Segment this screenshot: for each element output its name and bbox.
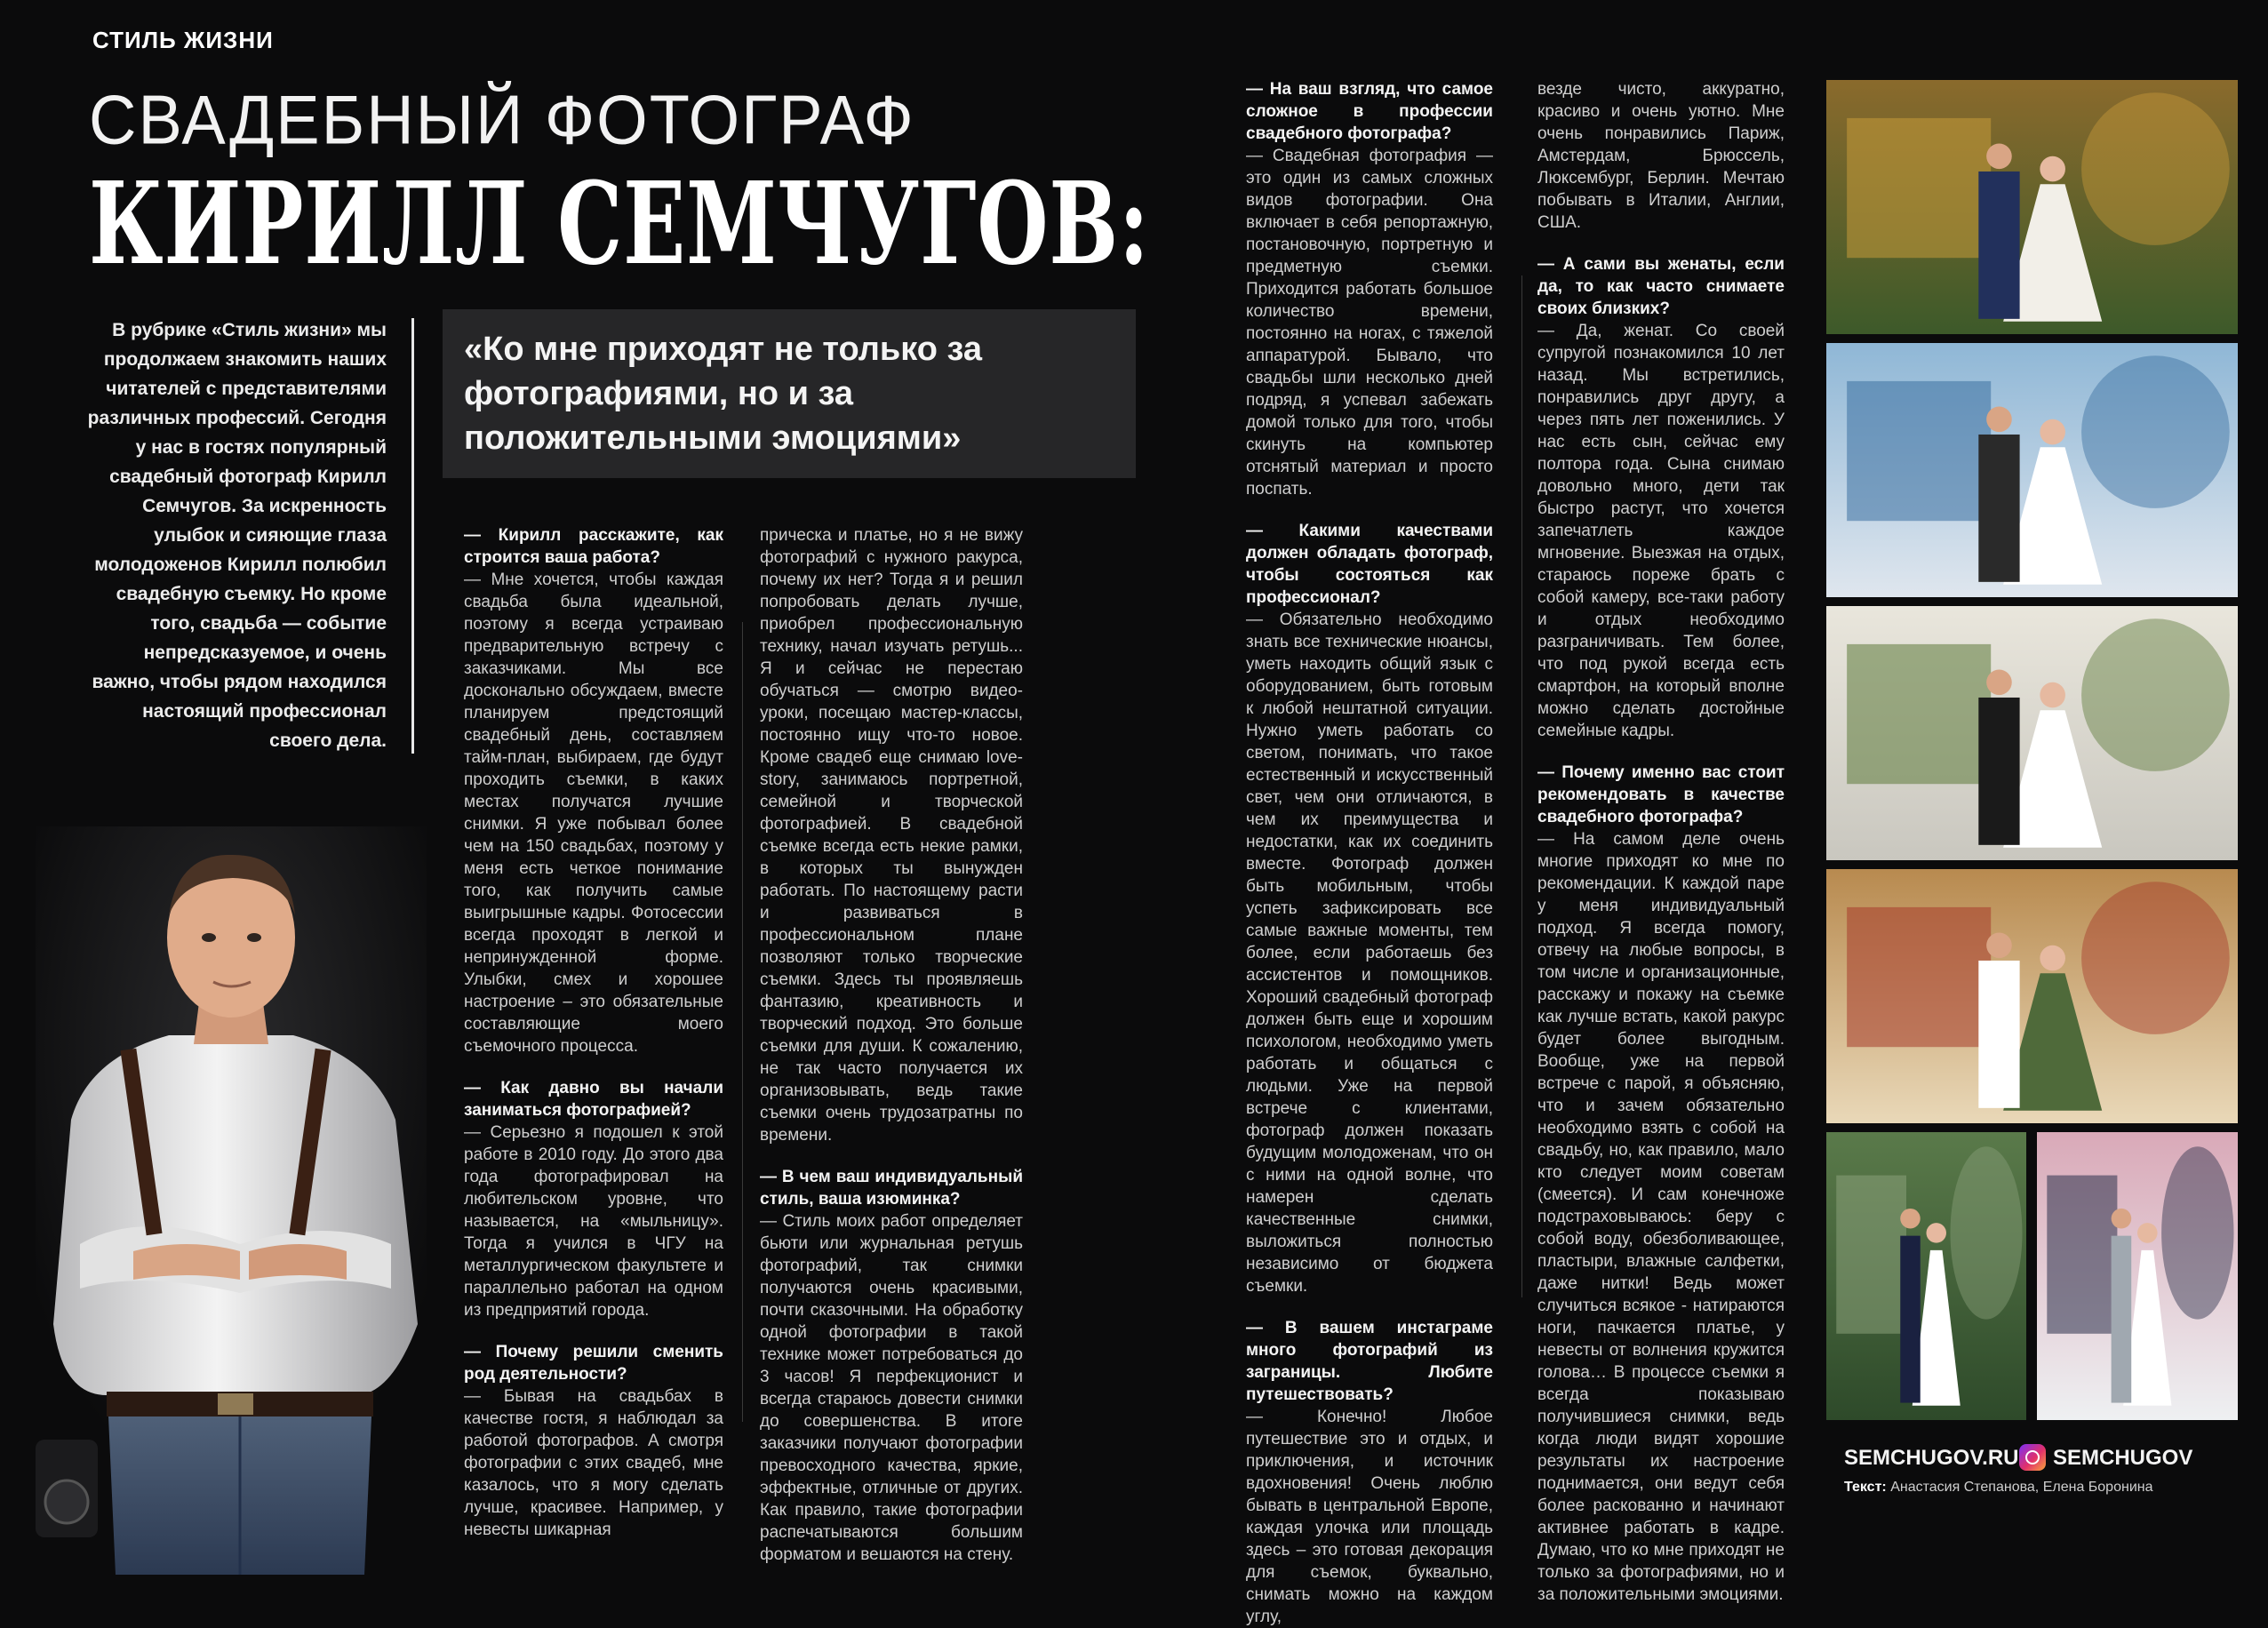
couple-woods-photo	[1826, 1132, 2026, 1420]
credits-label: Текст:	[1844, 1480, 1887, 1495]
paragraph-gap	[1246, 500, 1493, 520]
couple-forest-photo	[1826, 80, 2238, 334]
couple-porch-stairs-photo	[1826, 869, 2238, 1123]
article-column-4	[1537, 78, 1785, 1606]
paragraph-gap	[1537, 742, 1785, 762]
instagram-icon	[2019, 1444, 2046, 1471]
interview-answer: — Конечно! Любое путешествие это и отдых, и приключения, и источник вдохновения! Очень люблю бывать в центральной Европе, каждая улочка или площадь здесь – это готовая декорация для съемок, буквально, снимать можно на каждом углу,	[1246, 1408, 1493, 1626]
interview-question: — На ваш взгляд, что самое сложное в профессии свадебного фотографа?	[1246, 80, 1493, 143]
article-column-2	[760, 524, 1023, 1566]
interview-question: — Кирилл расскажите, как строится ваша работа?	[464, 526, 723, 567]
column-divider-1	[742, 622, 743, 1422]
interview-answer: — Обязательно необходимо знать все технические нюансы, уметь находить общий язык с оборудованием, быть готовым к любой нештатной ситуации. Нужно уметь работать со светом, понимать, что такое естественный и искусственный свет, чем они отличаются, в чем их преимущества и недостатки, как их соединить вместе. Фотограф должен быть мобильным, чтобы успеть зафиксировать все самые важные моменты, тем более, если работаешь без ассистентов и помощников. Хороший свадебный фотограф должен быть еще и хорошим психологом, необходимо уметь работать и общаться с людьми. Уже на первой встрече с клиентами, фотограф должен показать будущим молодоженам, что он с ними на одной волне, что намерен сделать качественные снимки, выложиться полностью независимо от бюджета съемки.	[1246, 610, 1493, 1296]
interview-answer: прическа и платье, но я не вижу фотографий с нужного ракурса, почему их нет? Тогда я и решил попробовать делать лучше, приобрел профессиональную технику, начал изучать ретушь... Я и сейчас не перестаю обучаться — смотрю видео-уроки, посещаю мастер-классы, постоянно ищу что-то новое. Кроме свадеб еще снимаю love-story, занимаюсь портретной, семейной и творческой фотографией. В свадебной съемке всегда есть некие рамки, в которых ты вынужден работать. По настоящему расти и развиваться в профессиональном плане позволяют только творческие съемки. Здесь ты проявляешь фантазию, креативность и творческий подход. Это больше съемки для души. К сожалению, не так часто получается их организовывать, ведь такие съемки очень трудозатратны по времени.	[760, 526, 1023, 1145]
gallery-photo-6	[2037, 1132, 2238, 1420]
column-divider-2	[1521, 275, 1522, 1297]
photographer-portrait	[36, 826, 427, 1575]
interview-question: — В вашем инстаграме много фотографий из заграницы. Любите путешествовать?	[1246, 1319, 1493, 1404]
paragraph-gap	[760, 1146, 1023, 1166]
interview-question: — Почему именно вас стоит рекомендовать в качестве свадебного фотографа?	[1537, 763, 1785, 826]
gallery-photo-1	[1826, 80, 2238, 334]
interview-answer: — Стиль моих работ определяет бьюти или журнальная ретушь фотографий, так снимки получаются очень красивыми, почти сказочными. На обработку одной фотографии в такой технике может потребоваться до 3 часов! Я перфекционист и всегда стараюсь довести снимки до совершенства. В итоге заказчики получают фотографии превосходного качества, яркие, эффектные, отличные от других. Как правило, такие фотографии распечатываются большим форматом и вешаются на стену.	[760, 1212, 1023, 1564]
couple-winter-estate-photo	[1826, 343, 2238, 597]
interview-answer: — На самом деле очень многие приходят ко мне по рекомендации. К каждой паре у меня индивидуальный подход. Я всегда помогу, отвечу на любые вопросы, в том числе и организационные, расскажу и покажу на съемке как лучше встать, какой ракурс будет более выгодным. Вообще, уже на первой встрече с парой, я объясняю, что и зачем обязательно необходимо взять с собой на свадьбу, но, как правило, мало кто следует моим советам (смеется). И сам конечноже подстраховываюсь: беру с собой воду, обезболивающее, пластыри, влажные салфетки, даже нитки! Ведь может случиться всякое - натираются ноги, пачкается платье, у невесты от волнения кружится голова… В процессе съемки я всегда показываю получившиеся снимки, ведь когда люди видят хорошие результаты их настроение поднимается, они ведут себя более раскованно и начинают активнее работать в кадре. Думаю, что ко мне приходят не только за фотографиями, но и за положительными эмоциями.	[1537, 830, 1785, 1604]
intro-divider	[411, 318, 414, 754]
interview-answer: — Да, женат. Со своей супругой познакомился 10 лет назад. Мы встретились, понравились друг другу, а через пять лет поженились. У нас есть сын, сейчас ему полтора года. Сына снимаю довольно много, дети так быстро растут, что хочется запечатлеть каждое мгновение. Выезжая на отдых, стараюсь пореже брать с собой камеру, все-таки работу и отдых необходимо разграничивать. Тем более, что под рукой всегда есть смартфон, на который вполне можно сделать достойные семейные кадры.	[1537, 322, 1785, 740]
article-column-1	[464, 524, 723, 1541]
section-label: СТИЛЬ ЖИЗНИ	[92, 27, 274, 53]
gallery-photo-5	[1826, 1132, 2026, 1420]
gallery-photo-4	[1826, 869, 2238, 1123]
interview-question: — А сами вы женаты, если да, то как часто снимаете своих близких?	[1537, 255, 1785, 318]
text-credits	[1844, 1480, 2152, 1496]
interview-answer: везде чисто, аккуратно, красиво и очень уютно. Мне очень понравились Париж, Амстердам, Брюссель, Люксембург, Берлин. Мечтаю побывать в Италии, Англии, США.	[1537, 80, 1785, 232]
couple-embrace-snow-photo	[2037, 1132, 2238, 1420]
paragraph-gap	[464, 1321, 723, 1341]
paragraph-gap	[464, 1057, 723, 1077]
interview-question: — В чем ваш индивидуальный стиль, ваша изюминка?	[760, 1168, 1023, 1209]
instagram-handle[interactable]: SEMCHUGOV	[2053, 1446, 2193, 1470]
interview-answer: — Свадебная фотография — это один из самых сложных видов фотографии. Она включает в себя репортажную, постановочную, портретную и предметную съемки. Приходится работать большое количество времени, постоянно на ногах, с тяжелой аппаратурой. Бывало, что свадьбы шли несколько дней подряд, я успевал забежать домой только для того, чтобы скинуть на компьютер отснятый материал и просто поспать.	[1246, 147, 1493, 499]
title-line-1: СВАДЕБНЫЙ ФОТОГРАФ	[89, 81, 915, 159]
interview-question: — Какими качествами должен обладать фотограф, чтобы состояться как профессионал?	[1246, 522, 1493, 607]
interview-answer: — Мне хочется, чтобы каждая свадьба была идеальной, поэтому я всегда устраиваю предварительную встречу с заказчиками. Мы все досконально обсуждаем, вместе планируем предстоящий свадебный день, составляем тайм-план, выбираем, где будут проходить съемки, в каких местах получатся лучшие снимки. Я уже побывал более чем на 150 свадьбах, поэтому у меня есть четкое понимание того, как получить самые выигрышные кадры. Фотосессии всегда проходят в легкой и непринужденной форме. Улыбки, смех и хорошее настроение – это обязательные составляющие моего съемочного процесса.	[464, 571, 723, 1056]
paragraph-gap	[1246, 1297, 1493, 1317]
interview-answer: — Серьезно я подошел к этой работе в 2010 году. До этого два года фотографировал на любительском уровне, что называется, на «мыльницу». Тогда я учился в ЧГУ на металлургическом факультете и параллельно работал на одном из предприятий города.	[464, 1123, 723, 1320]
paragraph-gap	[1537, 234, 1785, 253]
title-line-2: КИРИЛЛ СЕМЧУГОВ:	[89, 156, 1150, 291]
pull-quote: «Ко мне приходят не только за фотографиями, но и за положительными эмоциями»	[464, 331, 983, 457]
credits-names: Анастасия Степанова, Елена Боронина	[1890, 1480, 2153, 1495]
interview-question: — Как давно вы начали заниматься фотографией?	[464, 1079, 723, 1120]
gallery-photo-3	[1826, 606, 2238, 860]
article-column-3	[1246, 78, 1493, 1628]
gallery-photo-2	[1826, 343, 2238, 597]
intro-paragraph: В рубрике «Стиль жизни» мы продолжаем знакомить наших читателей с представителями различных профессий. Сегодня у нас в гостях популярный свадебный фотограф Кирилл Семчугов. За искренность улыбок и сияющие глаза молодоженов Кирилл полюбил свадебную съемку. Но кроме того, свадьба — событие непредсказуемое, и очень важно, чтобы рядом находился настоящий профессионал своего дела.	[87, 320, 387, 751]
photographer-illustration	[36, 826, 427, 1575]
interview-answer: — Бывая на свадьбах в качестве гостя, я наблюдал за работой фотографов. А смотря фотографии с этих свадеб, мне казалось, что я могу сделать лучше, красивее. Например, у невесты шикарная	[464, 1387, 723, 1539]
couple-window-photo	[1826, 606, 2238, 860]
interview-question: — Почему решили сменить род деятельности?	[464, 1343, 723, 1384]
website-link[interactable]: SEMCHUGOV.RU	[1844, 1446, 2019, 1470]
